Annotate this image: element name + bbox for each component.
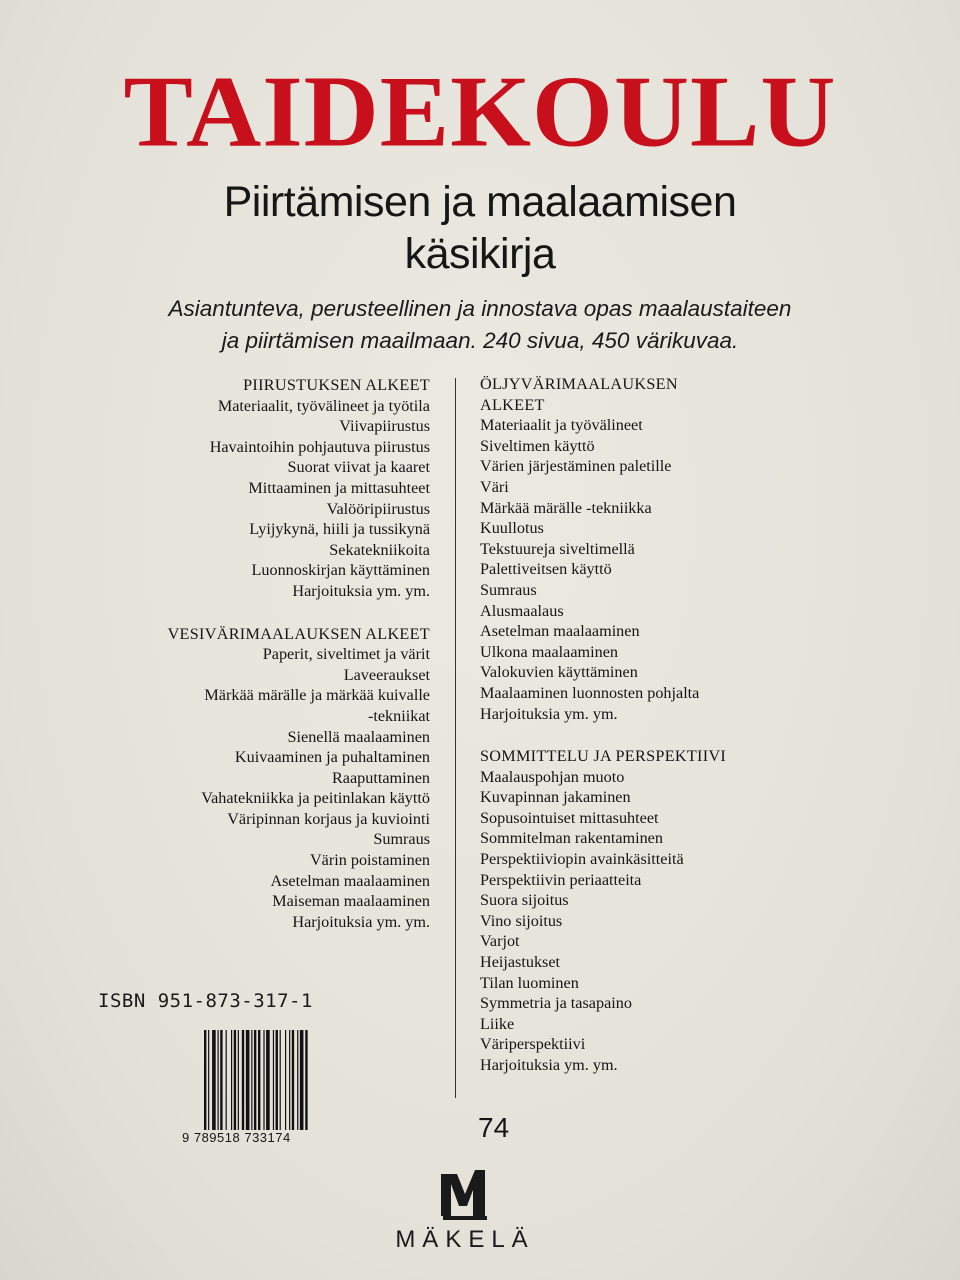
contents-section <box>60 624 430 933</box>
contents-item: Asetelman maalaaminen <box>480 622 640 641</box>
contents-item: Materiaalit, työvälineet ja työtila <box>217 396 430 415</box>
contents-item: Liike <box>480 1014 515 1033</box>
contents-item: Sopusointuiset mittasuhteet <box>480 808 659 827</box>
contents-item: Laveeraukset <box>343 665 430 684</box>
contents-item: Maalaaminen luonnosten pohjalta <box>480 683 700 702</box>
contents-item: Perspektiiviopin avainkäsitteitä <box>480 850 684 869</box>
contents-item: Heijastukset <box>480 953 561 972</box>
contents-item: Kuivaaminen ja puhaltaminen <box>234 748 430 767</box>
contents-item: Vino sijoitus <box>480 911 563 930</box>
contents-right-column <box>480 374 860 1098</box>
contents-item: Sienellä maalaaminen <box>287 727 430 746</box>
contents-item: Palettiveitsen käyttö <box>480 560 612 579</box>
blurb-line: ja piirtämisen maailmaan. 240 sivua, 450 värikuvaa. <box>221 328 739 353</box>
contents-item: Symmetria ja tasapaino <box>480 994 632 1013</box>
contents-item: Asetelman maalaaminen <box>270 871 430 890</box>
publisher-name: MÄKELÄ <box>395 1226 535 1253</box>
contents-item: Sumraus <box>373 830 430 849</box>
contents-item: Maalauspohjan muoto <box>480 767 625 786</box>
contents-item: Sekatekniikoita <box>329 540 430 559</box>
contents-item: Havaintoihin pohjautuva piirustus <box>209 437 430 456</box>
contents-item: Tekstuureja siveltimellä <box>480 539 635 558</box>
contents-item: Valokuvien käyttäminen <box>480 663 638 682</box>
contents-item: Paperit, siveltimet ja värit <box>262 645 430 664</box>
contents-item: Värin poistaminen <box>309 851 430 870</box>
contents-item: Alusmaalaus <box>480 601 564 620</box>
contents-item: Kuullotus <box>480 519 544 538</box>
contents-item: Suora sijoitus <box>480 891 569 910</box>
contents-item: Perspektiivin periaatteita <box>480 870 642 889</box>
contents-item: Sumraus <box>480 580 537 599</box>
contents-item: Väriperspektiivi <box>480 1035 586 1054</box>
contents-item: Siveltimen käyttö <box>480 436 595 455</box>
contents-item: Sommitelman rakentaminen <box>480 829 663 848</box>
contents-item: Väripinnan korjaus ja kuviointi <box>227 809 430 828</box>
contents-left-column <box>60 375 430 954</box>
contents-item: Harjoituksia ym. ym. <box>292 912 430 931</box>
book-blurb <box>0 293 960 357</box>
section-heading: ALKEET <box>480 395 545 414</box>
section-heading: PIIRUSTUKSEN ALKEET <box>243 376 430 394</box>
book-subtitle <box>0 176 960 280</box>
blurb-line: Asiantunteva, perusteellinen ja innostava opas maalaustaiteen <box>168 296 792 321</box>
contents-item: Valööripiirustus <box>326 499 430 518</box>
column-divider <box>455 378 456 1098</box>
contents-section <box>480 374 860 724</box>
contents-item: Mittaaminen ja mittasuhteet <box>248 478 430 497</box>
contents-item: Harjoituksia ym. ym. <box>480 704 618 723</box>
contents-section <box>60 375 430 602</box>
contents-item: Lyijykynä, hiili ja tussikynä <box>249 520 430 539</box>
contents-section <box>480 746 860 1076</box>
book-title: TAIDEKOULU <box>123 55 837 168</box>
contents-item: Tilan luominen <box>480 973 579 992</box>
contents-item: Märkää märälle ja märkää kuivalle <box>204 686 430 705</box>
barcode-icon <box>204 1030 340 1130</box>
contents-item: Viivapiirustus <box>339 417 430 436</box>
contents-item: Ulkona maalaaminen <box>480 642 618 661</box>
contents-item: Kuvapinnan jakaminen <box>480 788 631 807</box>
contents-item: Väri <box>480 477 509 496</box>
contents-item: Materiaalit ja työvälineet <box>480 416 643 435</box>
contents-item: Harjoituksia ym. ym. <box>480 1056 618 1074</box>
subtitle-line: Piirtämisen ja maalaamisen <box>223 178 737 226</box>
contents-item: Värien järjestäminen paletille <box>480 457 672 476</box>
subtitle-line: käsikirja <box>404 230 556 278</box>
contents-item: Märkää märälle -tekniikka <box>480 498 652 517</box>
contents-item: Vahatekniikka ja peitinlakan käyttö <box>201 789 430 808</box>
contents-item: Harjoituksia ym. ym. <box>292 581 430 600</box>
contents-item: -tekniikat <box>367 706 430 725</box>
makela-m-logo-icon <box>437 1166 493 1222</box>
contents-item: Luonnoskirjan käyttäminen <box>251 561 430 580</box>
contents-item: Suorat viivat ja kaaret <box>287 458 430 477</box>
contents-item: Maiseman maalaaminen <box>272 892 430 911</box>
section-heading: VESIVÄRIMAALAUKSEN ALKEET <box>167 624 430 643</box>
section-heading: ÖLJYVÄRIMAALAUKSEN <box>480 375 678 393</box>
isbn-number: ISBN 951-873-317-1 <box>98 990 313 1012</box>
contents-item: Raaputtaminen <box>332 768 430 787</box>
price-code: 74 <box>478 1112 510 1143</box>
contents-item: Varjot <box>480 932 520 951</box>
section-heading: SOMMITTELU JA PERSPEKTIIVI <box>480 747 727 766</box>
barcode-digits: 9 789518 733174 <box>182 1130 291 1145</box>
